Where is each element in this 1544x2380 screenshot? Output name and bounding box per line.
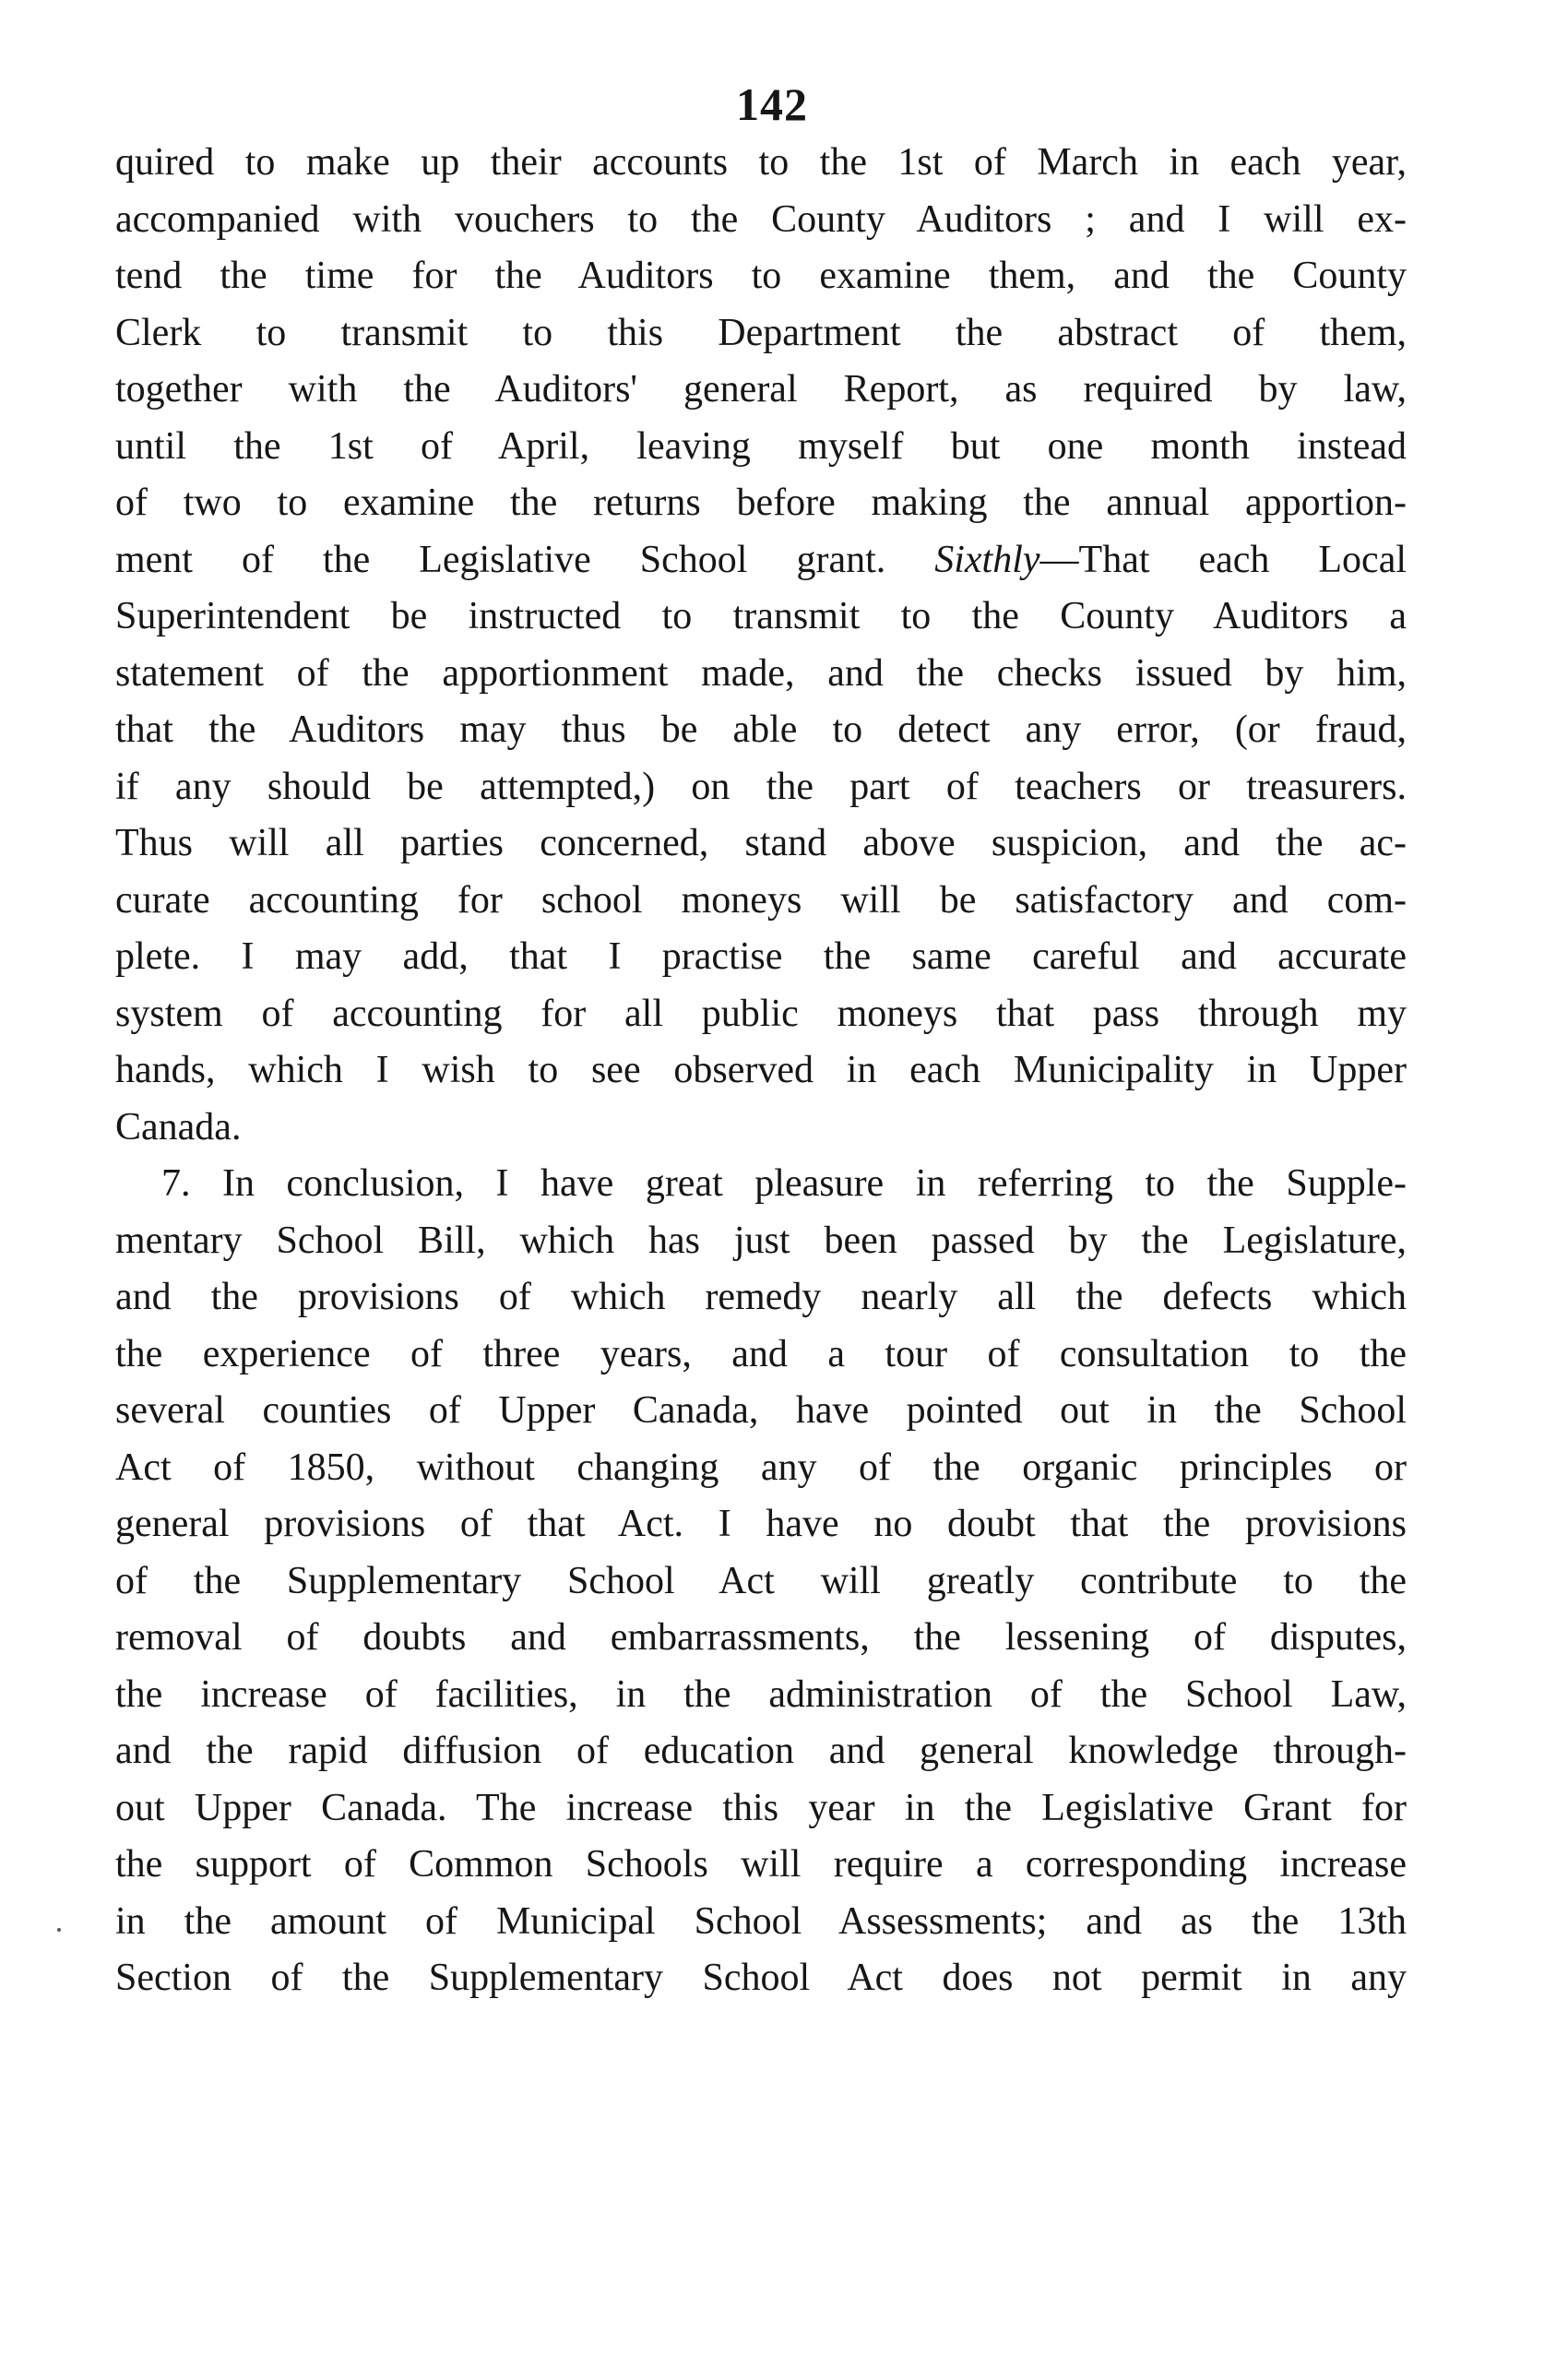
text-line: together with the Auditors' general Report, as required by law,: [115, 368, 1407, 411]
text-line: out Upper Canada. The increase this year in the Legislative Grant for: [115, 1786, 1407, 1829]
ink-speck: [57, 1928, 61, 1932]
text-line: general provisions of that Act. I have no doubt that the provisions: [115, 1503, 1407, 1545]
text-line: of two to examine the returns before making the annual apportion-: [115, 482, 1407, 524]
text-line: that the Auditors may thus be able to detect any error, (or fraud,: [115, 708, 1407, 751]
text-line: until the 1st of April, leaving myself but one month instead: [115, 424, 1407, 468]
text-line: accompanied with vouchers to the County Auditors ; and I will ex-: [115, 197, 1407, 241]
text-line: quired to make up their accounts to the 1st of March in each year,: [115, 141, 1407, 184]
line-segment: —That each Local: [1039, 538, 1407, 581]
text-line: statement of the apportionment made, and the checks issued by him,: [115, 651, 1407, 695]
text-line: plete. I may add, that I practise the same careful and accurate: [115, 935, 1407, 978]
text-line: Section of the Supplementary School Act does not permit in any: [115, 1957, 1407, 1999]
text-line: the increase of facilities, in the administration of the School Law,: [115, 1672, 1407, 1716]
text-line: 7. In conclusion, I have great pleasure in referring to the Supple-: [161, 1162, 1407, 1205]
body-text: [115, 135, 1407, 2007]
text-line: several counties of Upper Canada, have pointed out in the School: [115, 1389, 1407, 1432]
text-line: curate accounting for school moneys will be satisfactory and com-: [115, 878, 1407, 922]
text-line: of the Supplementary School Act will greatly contribute to the: [115, 1559, 1407, 1602]
line-segment: ment of the Legislative School grant.: [115, 538, 886, 581]
text-line: Clerk to transmit to this Department the abstract of them,: [115, 311, 1407, 354]
text-line: hands, which I wish to see observed in each Municipality in Upper: [115, 1049, 1407, 1091]
page-number: 142: [736, 78, 808, 130]
text-line: the experience of three years, and a tour of consultation to the: [115, 1332, 1407, 1375]
text-line: system of accounting for all public moneys that pass through my: [115, 992, 1407, 1035]
text-line: in the amount of Municipal School Assessments; and as the 13th: [115, 1899, 1407, 1943]
text-line: Canada.: [115, 1105, 242, 1148]
text-line: Thus will all parties concerned, stand above suspicion, and the ac-: [115, 822, 1407, 864]
text-line: mentary School Bill, which has just been passed by the Legislature,: [115, 1219, 1407, 1262]
text-line: Act of 1850, without changing any of the organic principles or: [115, 1446, 1407, 1489]
text-line: if any should be attempted,) on the part of teachers or treasurers.: [115, 765, 1407, 808]
text-line: removal of doubts and embarrassments, the lessening of disputes,: [115, 1616, 1407, 1659]
text-line: Superintendent be instructed to transmit to the County Auditors a: [115, 595, 1407, 637]
text-line: [115, 532, 1407, 589]
text-line: and the provisions of which remedy nearly all the defects which: [115, 1276, 1407, 1318]
paragraph-conclusion: [115, 1156, 1407, 2007]
text-line: tend the time for the Auditors to examine them, and the County: [115, 255, 1407, 297]
paragraph-sixthly: [115, 135, 1407, 1156]
text-line: the support of Common Schools will require a corresponding increase: [115, 1843, 1407, 1886]
text-line: and the rapid diffusion of education and general knowledge through-: [115, 1730, 1407, 1772]
italic-word: Sixthly: [934, 538, 1040, 581]
